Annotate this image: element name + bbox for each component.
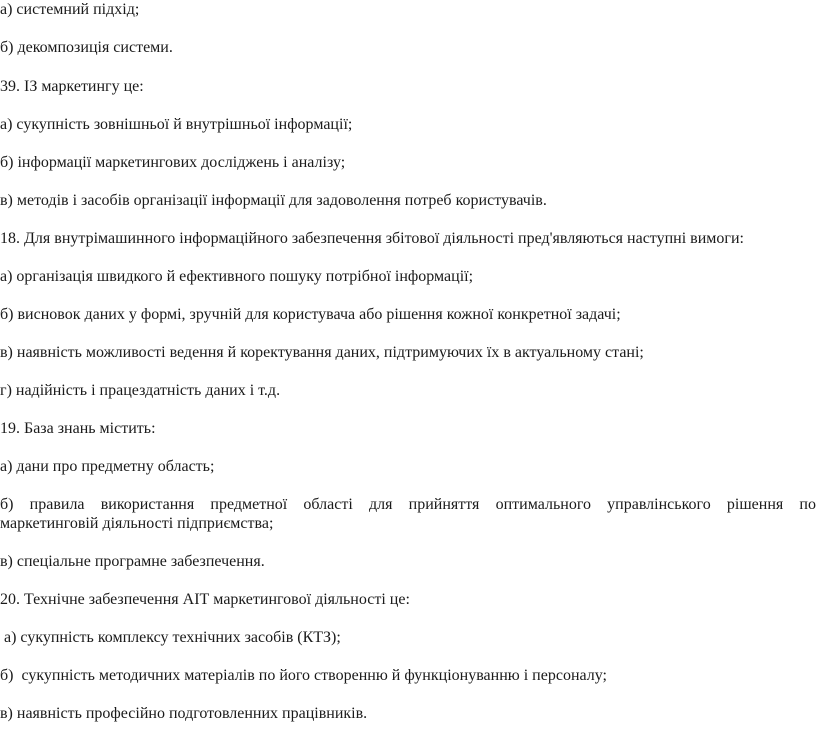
text-line-11: г) надійність і працездатність даних і т.д.	[0, 382, 281, 399]
text-line-16: в) спеціальне програмне забезпечення.	[0, 553, 265, 570]
text-line-13: а) дани про предметну область;	[0, 458, 215, 475]
text-line-14: б) правила використання предметної області для прийняття оптимального управлінського рішення по	[0, 496, 816, 513]
text-line-10: в) наявність можливості ведення й коректування даних, підтримуючих їх в актуальному стані;	[0, 344, 644, 361]
text-line-18: а) сукупність комплексу технічних засобів (КТЗ);	[0, 629, 341, 646]
question-20-heading: 20. Технічне забезпечення АІТ маркетингової діяльності це:	[0, 591, 410, 608]
text-line-1: а) системний підхід;	[0, 1, 140, 18]
text-line-19: б) сукупність методичних матеріалів по його створенню й функціонуванню і персоналу;	[0, 667, 607, 684]
text-line-15: маркетинговій діяльності підприємства;	[0, 515, 274, 532]
text-line-4: а) сукупність зовнішньої й внутрішньої інформації;	[0, 116, 353, 133]
text-line-9: б) висновок даних у формі, зручній для користувача або рішення кожної конкретної задачі;	[0, 306, 621, 323]
text-line-8: а) організація швидкого й ефективного пошуку потрібної інформації;	[0, 268, 474, 285]
question-19-heading: 19. База знань містить:	[0, 420, 156, 437]
text-line-5: б) інформації маркетингових досліджень і аналізу;	[0, 154, 346, 171]
question-39-heading: 39. ІЗ маркетингу це:	[0, 78, 144, 95]
text-line-2: б) декомпозиція системи.	[0, 39, 173, 56]
text-line-20: в) наявність професійно подготовленних працівників.	[0, 705, 368, 722]
question-18-heading: 18. Для внутрімашинного інформаційного забезпечення збітової діяльності пред'являються наступні вимоги:	[0, 230, 744, 247]
text-line-6: в) методів і засобів організації інформації для задоволення потреб користувачів.	[0, 192, 547, 209]
